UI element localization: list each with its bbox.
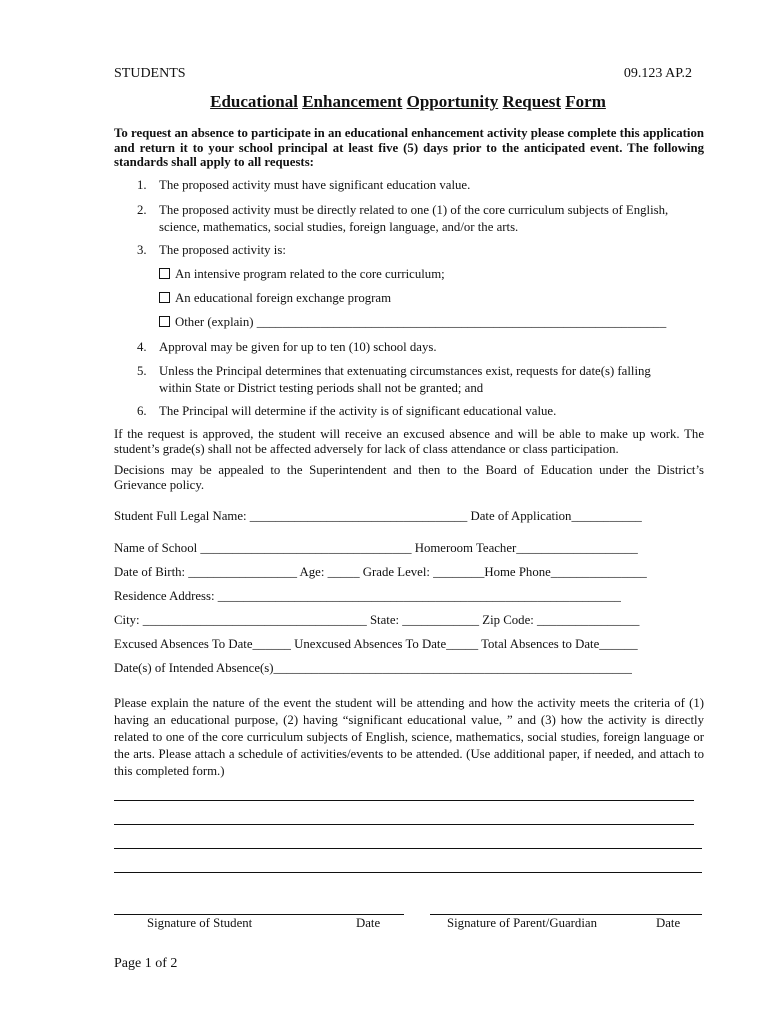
field-school[interactable]: Name of School _________________________________ Homeroom Teacher___________________ (114, 541, 638, 555)
answer-line[interactable] (114, 872, 702, 873)
list-item (137, 178, 471, 193)
list-number: 1. (137, 178, 147, 192)
list-text-cont: science, mathematics, social studies, foreign language, and/or the arts. (159, 220, 519, 234)
answer-line[interactable] (114, 824, 694, 825)
answer-line[interactable] (114, 800, 694, 801)
answer-line[interactable] (114, 848, 702, 849)
option-label: An intensive program related to the core curriculum; (175, 267, 445, 281)
list-number: 3. (137, 243, 147, 257)
field-absences[interactable]: Excused Absences To Date______ Unexcused Absences To Date_____ Total Absences to Date______ (114, 637, 638, 651)
list-number: 4. (137, 340, 147, 354)
header-right: 09.123 AP.2 (623, 66, 692, 81)
list-item (137, 203, 669, 218)
list-text: The proposed activity must be directly related to one (1) of the core curriculum subjects of English, (159, 203, 669, 217)
list-text-cont: within State or District testing periods shall not be granted; and (159, 381, 484, 395)
title-word: Request (502, 92, 562, 111)
parent-signature-label: Signature of Parent/Guardian (447, 916, 597, 930)
date-label: Date (656, 916, 681, 930)
title-word: Educational (210, 92, 298, 111)
checkbox[interactable] (159, 316, 170, 327)
list-item (137, 404, 557, 419)
field-intended-absence[interactable]: Date(s) of Intended Absence(s)________________________________________________________ (114, 661, 632, 675)
field-city[interactable]: City: ___________________________________ State: ____________ Zip Code: ________________ (114, 613, 640, 627)
list-number: 2. (137, 203, 147, 217)
option-item (159, 291, 391, 306)
header-left: STUDENTS (114, 66, 186, 81)
student-signature-label: Signature of Student (147, 916, 253, 930)
option-label: An educational foreign exchange program (175, 291, 392, 305)
intro-text: To request an absence to participate in an educational enhancement activity please complete this application and return it to your school principal at least five (5) days prior to the anticipated event. The following standards shall apply to all requests: (114, 126, 704, 169)
explain-paragraph: Please explain the nature of the event the student will be attending and how the activity meets the criteria of (1) having an educational purpose, (2) having “significant educational value, ” and (3) how the activity is directly related to one of the core curriculum subjects of English, science, mathematics, social studies, foreign language or the arts. Please attach a schedule of activities/events to be attended. (Use additional paper, if needed, and attach to this completed form.) (114, 696, 704, 778)
checkbox[interactable] (159, 292, 170, 303)
page-number: Page 1 of 2 (114, 956, 178, 971)
list-text: The Principal will determine if the activity is of significant educational value. (159, 404, 557, 418)
option-label: Other (explain) ________________________________________________________________ (175, 315, 667, 329)
title-word: Opportunity (406, 92, 499, 111)
form-title (0, 92, 770, 112)
list-item (137, 243, 286, 258)
field-student-name[interactable]: Student Full Legal Name: __________________________________ Date of Application___________ (114, 509, 642, 523)
student-signature-line[interactable] (114, 914, 404, 915)
list-number: 5. (137, 364, 147, 378)
field-address[interactable]: Residence Address: _______________________________________________________________ (114, 589, 621, 603)
title-word: Enhancement (302, 92, 403, 111)
list-text: Approval may be given for up to ten (10) school days. (159, 340, 437, 354)
list-number: 6. (137, 404, 147, 418)
list-item (137, 340, 437, 355)
title-word: Form (565, 92, 606, 111)
appeal-paragraph: Decisions may be appealed to the Superintendent and then to the Board of Education under the District’s Grievance policy. (114, 463, 704, 492)
list-text: Unless the Principal determines that extenuating circumstances exist, requests for date(s) falling (159, 364, 651, 378)
approval-paragraph: If the request is approved, the student will receive an excused absence and will be able to make up work. The student’s grade(s) shall not be affected adversely for lack of class attendance or class participation. (114, 427, 704, 456)
option-item (159, 267, 445, 282)
list-text: The proposed activity must have significant education value. (159, 178, 471, 192)
checkbox[interactable] (159, 268, 170, 279)
field-birth[interactable]: Date of Birth: _________________ Age: _____ Grade Level: ________Home Phone_______________ (114, 565, 647, 579)
list-text: The proposed activity is: (159, 243, 286, 257)
date-label: Date (356, 916, 381, 930)
option-item (159, 315, 666, 330)
list-item (137, 364, 651, 379)
parent-signature-line[interactable] (430, 914, 702, 915)
